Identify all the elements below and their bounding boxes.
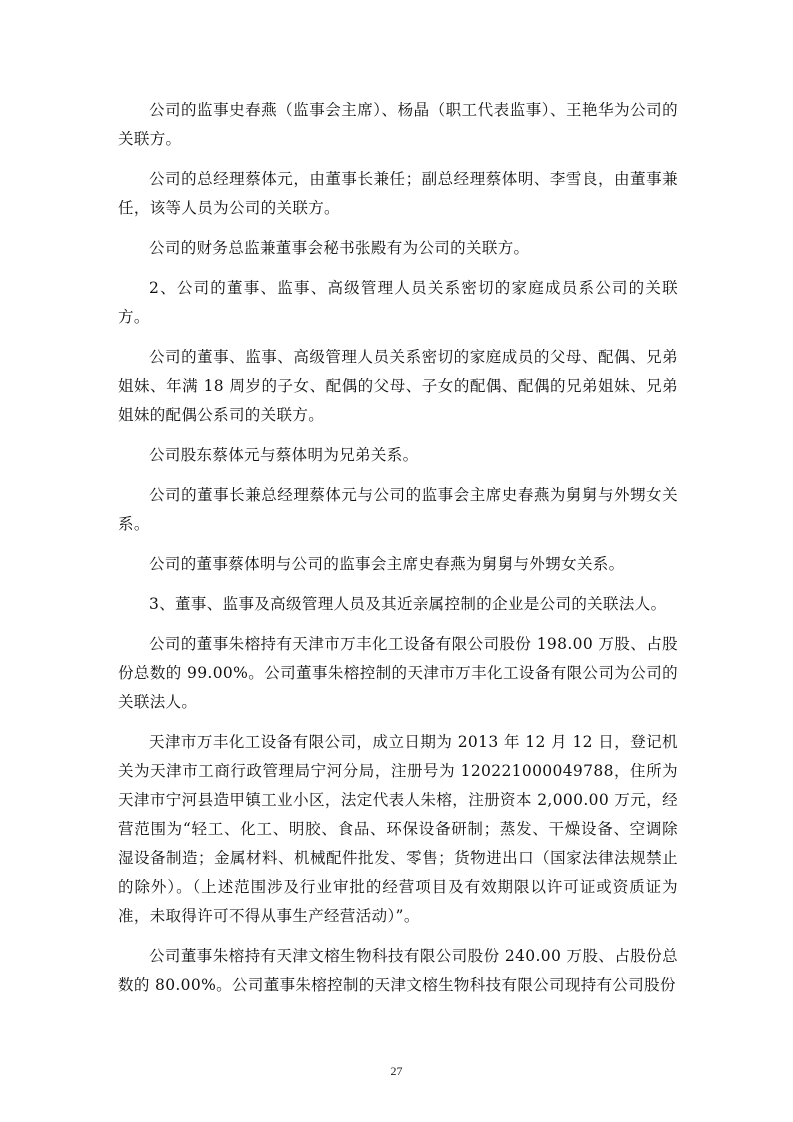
paragraph-family-members: 公司的董事、监事、高级管理人员关系密切的家庭成员的父母、配偶、兄弟姐妹、年满 18 周岁的子女、配偶的父母、子女的配偶、配偶的兄弟姐妹、兄弟姐妹的配偶公系司的关联方。: [118, 348, 678, 424]
paragraph-section-3-heading: 3、董事、监事及高级管理人员及其近亲属控制的企业是公司的关联法人。: [149, 595, 667, 613]
paragraph-supervisors: 公司的监事史春燕（监事会主席）、杨晶（职工代表监事）、王艳华为公司的关联方。: [118, 101, 678, 148]
paragraph-chairman-niece: 公司的董事长兼总经理蔡体元与公司的监事会主席史春燕为舅舅与外甥女关系。: [118, 486, 678, 533]
paragraph-general-manager: 公司的总经理蔡体元，由董事长兼任；副总经理蔡体明、李雪良，由董事兼任，该等人员为公司的关联方。: [118, 170, 678, 217]
paragraph-wenrong-shares: 公司董事朱榕持有天津文榕生物科技有限公司股份 240.00 万股、占股份总数的 80.00%。公司董事朱榕控制的天津文榕生物科技有限公司现持有公司股份: [118, 947, 678, 994]
paragraph-director-niece: 公司的董事蔡体明与公司的监事会主席史春燕为舅舅与外甥女关系。: [149, 555, 625, 573]
paragraph-brothers: 公司股东蔡体元与蔡体明为兄弟关系。: [149, 446, 419, 464]
paragraph-wanfeng-shares: 公司的董事朱榕持有天津市万丰化工设备有限公司股份 198.00 万股、占股份总数的 99.00%。公司董事朱榕控制的天津市万丰化工设备有限公司为公司的关联法人。: [118, 635, 678, 711]
paragraph-wanfeng-details: 天津市万丰化工设备有限公司，成立日期为 2013 年 12 月 12 日，登记机关为天津市工商行政管理局宁河分局，注册号为 120221000049788，住所为天津市宁河县造甲镇工业小区，法定代表人朱榕，注册资本 2,000.00 万元，经营范围为“轻工、化工、明胶、食品、环保设备研制；蒸发、干燥设备、空调除湿设备制造；金属材料、机械配件批发、零售；货物进出口（国家法律法规禁止的除外）。（上述范围涉及行业审批的经营项目及有效期限以许可证或资质证为准，未取得许可不得从事生产经营活动）”。: [118, 733, 678, 925]
page-number: 27: [390, 1064, 403, 1078]
paragraph-section-2-heading: 2、公司的董事、监事、高级管理人员关系密切的家庭成员系公司的关联方。: [118, 279, 678, 326]
paragraph-finance-director: 公司的财务总监兼董事会秘书张殿有为公司的关联方。: [149, 239, 530, 257]
document-body: [118, 96, 678, 1011]
